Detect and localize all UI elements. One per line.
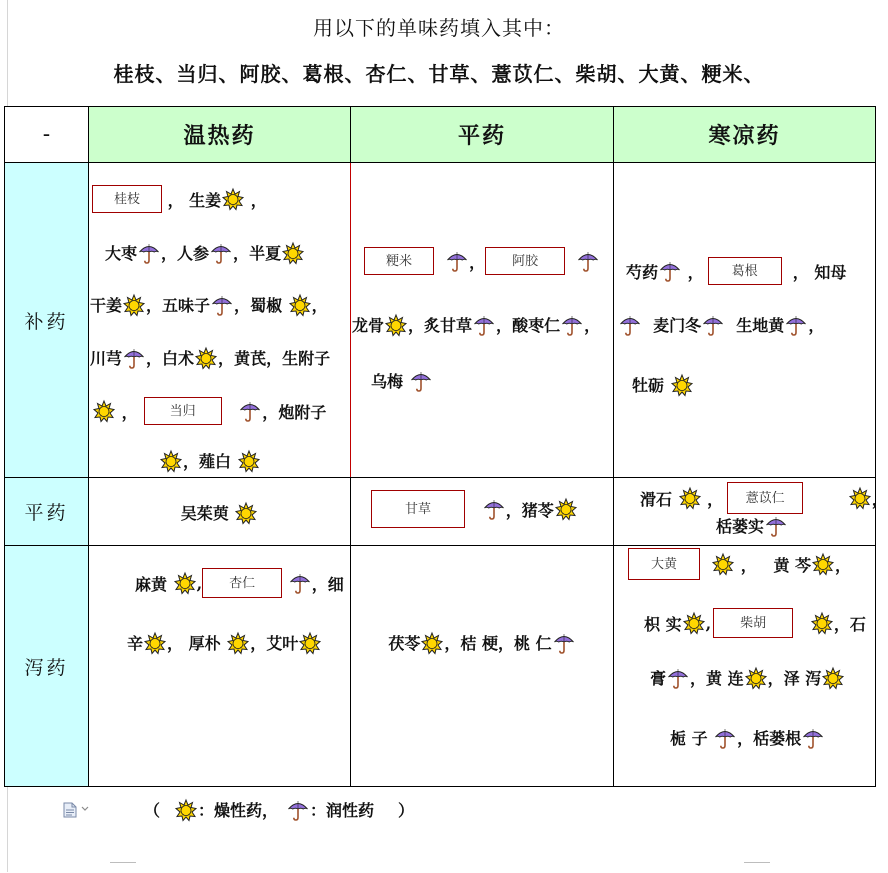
herb-renshen: 人参 [177, 244, 210, 263]
herb-huangqin: 黄 芩 [773, 555, 812, 575]
drug-list: 桂枝、当归、阿胶、葛根、杏仁、甘草、薏苡仁、柴胡、大黄、粳米、 [113, 62, 765, 86]
cell-tonic-warm: 桂枝 ， 生姜 ， 大枣 ， 人参 ， 半夏 干姜 ， 五味子 ， 蜀椒 ， 川芎 ， 白术 ， 黄芪 ， 生附子 ， 当归 ， 炮附子 ， 薤白 [89, 163, 351, 478]
herb-muli: 牡砺 [632, 376, 665, 395]
umbrella-icon [210, 242, 232, 264]
answer-box-yiyiren[interactable]: 薏苡仁 [727, 482, 803, 514]
herb-gao: 膏 [650, 669, 667, 688]
sun-icon [227, 632, 249, 654]
herb-gualougen: 栝蒌根 [753, 729, 802, 748]
row-header-tonic: 补药 [5, 163, 89, 478]
legend-open-paren: （ [144, 801, 161, 820]
herb-mahuang: 麻黄 [135, 574, 168, 594]
umbrella-icon [287, 799, 309, 821]
sun-icon [679, 487, 701, 509]
umbrella-icon [211, 294, 233, 316]
herb-dazao: 大枣 [105, 244, 138, 263]
umbrella-icon [138, 242, 160, 264]
sun-icon [93, 400, 115, 422]
umbrella-icon [446, 250, 468, 272]
sun-icon [289, 294, 311, 316]
herb-ganjiang: 干姜 [90, 296, 123, 315]
herb-zexie: 泽 泻 [783, 669, 822, 688]
sun-icon [144, 632, 166, 654]
umbrella-icon [123, 347, 145, 369]
row-header-neutral: 平药 [5, 478, 89, 546]
herb-shengdihuang: 生地黄 [736, 316, 785, 335]
umbrella-icon [410, 370, 432, 392]
sun-icon [195, 347, 217, 369]
herb-fuling: 茯苓 [388, 634, 421, 653]
page-corner-mark [744, 862, 770, 873]
herb-xiebai: 薤白 [199, 452, 232, 471]
sun-icon [385, 314, 407, 336]
cell-purgative-cold: 大黄 ， 黄 芩 ， 枳 实 , 柴胡 ， 石 膏 ， 黄 连 ， 泽 泻 栀 子 ， 栝蒌根 [614, 546, 876, 787]
umbrella-icon [239, 400, 261, 422]
herb-xin: 辛 [127, 634, 144, 653]
instruction-heading: 用以下的单味药填入其中： [313, 16, 565, 40]
umbrella-icon [714, 727, 736, 749]
paste-options-icon[interactable] [63, 802, 77, 818]
sun-icon [811, 612, 833, 634]
umbrella-icon [765, 515, 787, 537]
herb-huangqi: 黄芪 [234, 349, 267, 368]
table-corner: - [5, 107, 89, 163]
herb-suanzaoren: 酸枣仁 [512, 316, 561, 335]
answer-box-guizhi[interactable]: 桂枝 [92, 185, 162, 213]
herb-paofuzi: 炮附子 [278, 402, 327, 422]
column-header-neutral: 平药 [351, 107, 614, 163]
sun-icon [238, 450, 260, 472]
herb-gualoushi: 栝蒌实 [716, 517, 765, 536]
herb-chuanxiong: 川芎 [90, 349, 123, 368]
legend-dry-label: ：燥性药， [198, 801, 279, 820]
answer-box-ejiao[interactable]: 阿胶 [485, 247, 565, 275]
cell-tonic-cold: 芍药 ， 葛根 ， 知母 麦门冬 生地黄 ， 牡砺 [614, 163, 876, 478]
herb-taoren: 桃 仁 [514, 634, 552, 653]
herb-wumei: 乌梅 [371, 372, 404, 391]
umbrella-icon [577, 250, 599, 272]
herb-shi: 石 [849, 614, 866, 634]
herb-aiye: 艾叶 [266, 634, 299, 653]
umbrella-icon [785, 314, 807, 336]
umbrella-icon [659, 260, 681, 282]
sun-icon [174, 572, 196, 594]
herb-banxia: 半夏 [249, 244, 282, 263]
sun-icon [222, 188, 244, 210]
sun-icon [175, 799, 197, 821]
cell-tonic-neutral: 粳米 ， 阿胶 龙骨 ， 炙甘草 ， 酸枣仁 ， 乌梅 [351, 163, 614, 478]
herb-shengfuzi: 生附子 [282, 349, 331, 368]
herb-houpo: 厚朴 [188, 634, 221, 653]
herb-maimendong: 麦门冬 [653, 316, 702, 335]
herb-shengjiang: 生姜 [189, 190, 222, 210]
cell-neutral-warm [89, 478, 351, 546]
sun-icon [555, 498, 577, 520]
herb-shaoyao: 芍药 [626, 262, 659, 282]
herb-zhizi: 栀 子 [670, 729, 708, 748]
sun-icon [123, 294, 145, 316]
herb-zhigancao: 炙甘草 [424, 316, 473, 335]
sun-icon [812, 553, 834, 575]
column-header-warm: 温热药 [89, 107, 351, 163]
umbrella-icon [667, 667, 689, 689]
sun-icon [745, 667, 767, 689]
herb-longgu: 龙骨 [352, 316, 385, 335]
sun-icon [282, 242, 304, 264]
answer-box-jingmi[interactable]: 粳米 [364, 247, 434, 275]
page-corner-mark [110, 862, 136, 873]
column-header-cold: 寒凉药 [614, 107, 876, 163]
herb-baizhu: 白术 [162, 349, 195, 368]
umbrella-icon [553, 632, 575, 654]
umbrella-icon [802, 727, 824, 749]
herb-wuweizi: 五味子 [162, 296, 211, 315]
herb-huanglian: 黄 连 [706, 669, 744, 688]
herb-shujiao: 蜀椒 [250, 296, 283, 315]
umbrella-icon [289, 572, 311, 594]
cell-neutral-cold: 滑石 ， 薏苡仁 ， 栝蒌实 [614, 478, 876, 546]
umbrella-icon [483, 498, 505, 520]
umbrella-icon [619, 314, 641, 336]
herb-zhimu: 知母 [814, 262, 847, 282]
umbrella-icon [561, 314, 583, 336]
herb-wuzhuyu: 吴茱萸 [180, 504, 229, 523]
umbrella-icon [473, 314, 495, 336]
sun-icon [683, 612, 705, 634]
sun-icon [421, 632, 443, 654]
cell-purgative-neutral: 茯苓 ， 桔 梗 ， 桃 仁 [351, 546, 614, 787]
legend-close-paren: ） [398, 801, 415, 820]
umbrella-icon [702, 314, 724, 336]
legend-moist-label: ：润性药 [310, 801, 375, 820]
chevron-down-icon[interactable] [81, 806, 89, 812]
answer-box-gegen[interactable]: 葛根 [708, 257, 782, 285]
sun-icon [235, 502, 257, 524]
herb-xi: 细 [327, 574, 344, 594]
answer-box-xingren[interactable]: 杏仁 [202, 568, 282, 598]
legend [144, 798, 414, 821]
sun-icon [849, 487, 871, 509]
sun-icon [160, 450, 182, 472]
answer-box-chaihu[interactable]: 柴胡 [713, 608, 793, 638]
row-header-purgative: 泻药 [5, 546, 89, 787]
sun-icon [671, 374, 693, 396]
herb-zhuling: 猪苓 [521, 500, 554, 520]
answer-box-dahuang[interactable]: 大黄 [628, 548, 700, 580]
answer-box-danggui[interactable]: 当归 [144, 397, 222, 425]
herb-zhishi: 枳 实 [644, 614, 682, 634]
answer-box-gancao[interactable]: 甘草 [371, 490, 465, 528]
classification-table [4, 106, 888, 787]
sun-icon [299, 632, 321, 654]
herb-jiegeng: 桔 梗 [460, 634, 498, 653]
herb-huashi: 滑石 [640, 489, 673, 509]
cell-purgative-warm: 麻黄 , 杏仁 ， 细 辛 ， 厚朴 ， 艾叶 [89, 546, 351, 787]
sun-icon [822, 667, 844, 689]
cell-neutral-neutral: 甘草 ， 猪苓 [351, 478, 614, 546]
sun-icon [712, 553, 734, 575]
